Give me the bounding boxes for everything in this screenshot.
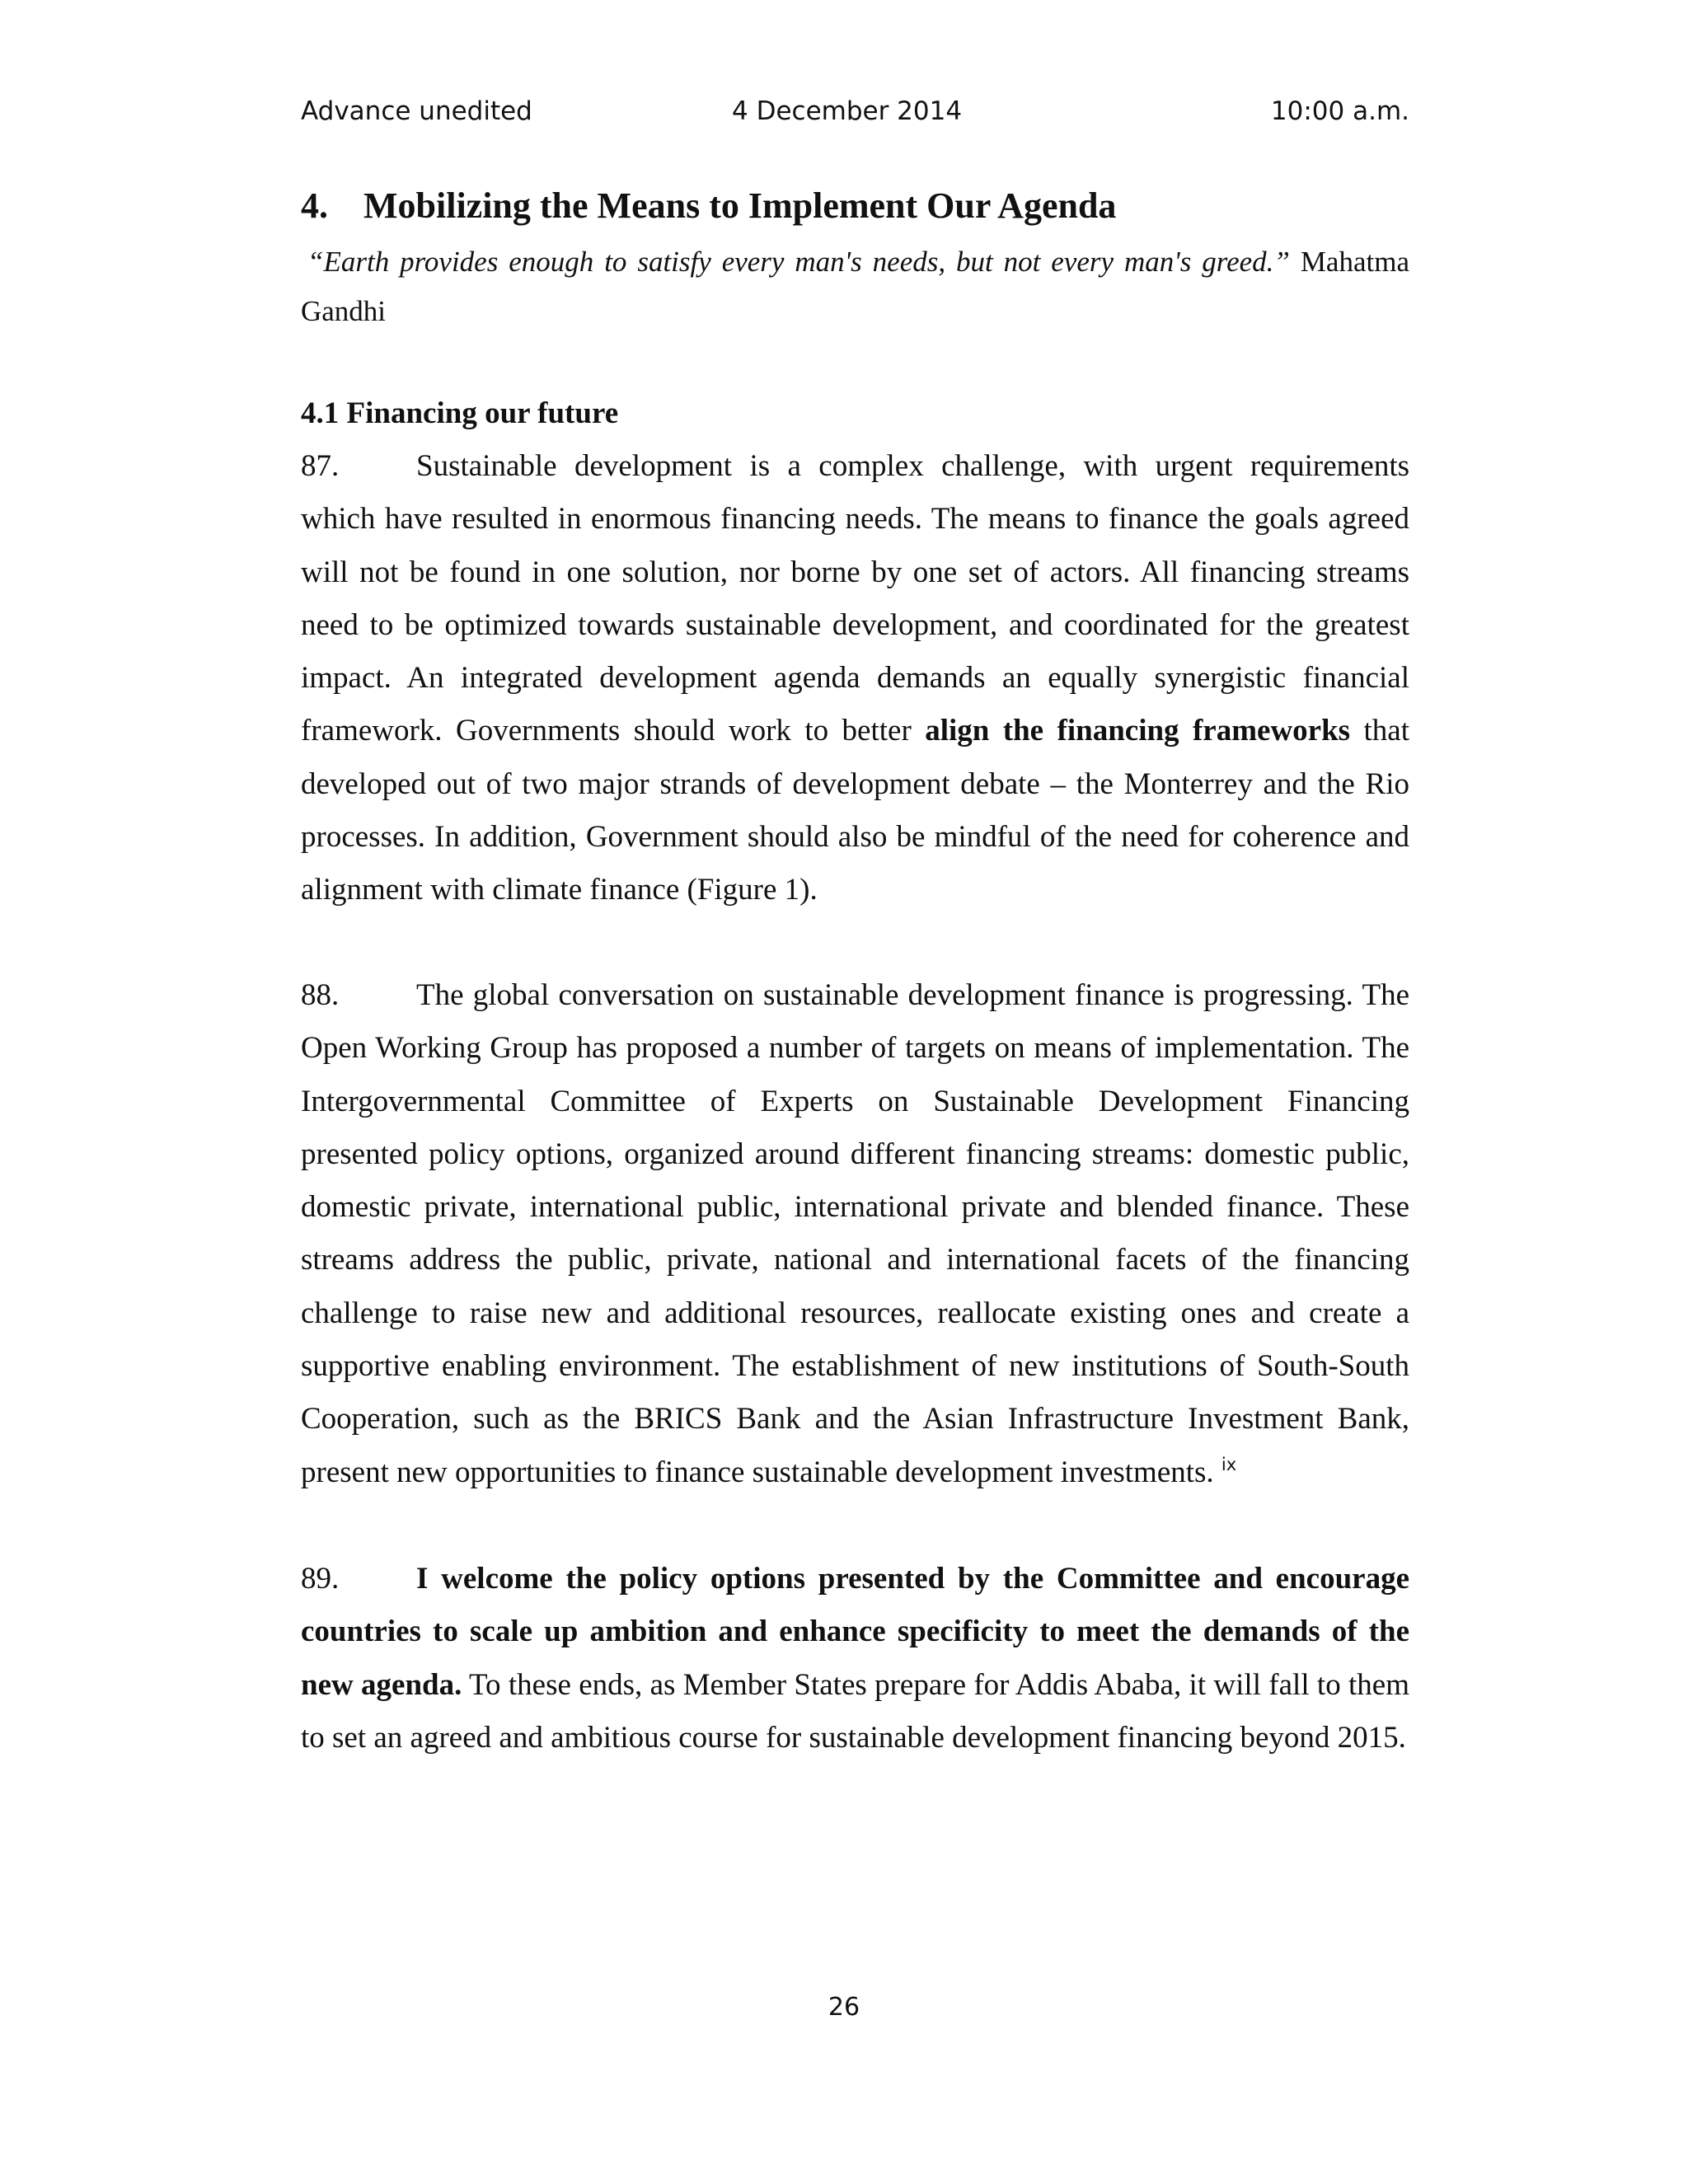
- paragraph-88: [301, 969, 1409, 1499]
- subsection-heading: 4.1 Financing our future: [301, 396, 619, 430]
- epigraph: [301, 237, 1409, 336]
- paragraph-text: The global conversation on sustainable development finance is progressing. The Open Working Group has proposed a number of targets on means of implementation. The Intergovernmental Committee of Experts on Sustainable Development Financing presented policy options, organized around different financing streams: domestic public, domestic private, international public, international private and blended finance. These streams address the public, private, national and international facets of the financing challenge to raise new and additional resources, reallocate existing ones and create a supportive enabling environment. The establishment of new institutions of South-South Cooperation, such as the BRICS Bank and the Asian Infrastructure Investment Bank, present new opportunities to finance sustainable development investments.: [301, 978, 1409, 1489]
- paragraph-89: [301, 1553, 1409, 1765]
- header-status: Advance unedited: [301, 96, 532, 126]
- paragraph-number: 89.: [301, 1562, 340, 1596]
- header-date: 4 December 2014: [732, 96, 963, 126]
- footnote-reference[interactable]: ix: [1221, 1454, 1237, 1474]
- page-header: [301, 92, 1409, 130]
- paragraph-text: Sustainable development is a complex challenge, with urgent requirements which have resulted in enormous financing needs. The means to finance the goals agreed will not be found in one solution, nor borne by one set of actors. All financing streams need to be optimized towards sustainable development, and coordinated for the greatest impact. An integrated development agenda demands an equally synergistic financial framework. Governments should work to better: [301, 449, 1409, 748]
- paragraph-87: [301, 440, 1409, 917]
- epigraph-quote: “Earth provides enough to satisfy every man's needs, but not every man's greed.”: [307, 246, 1290, 278]
- paragraph-emphasis: I welcome the policy options presented by the Committee and encourage countries to scale up ambition and enhance specificity to meet the demands of the new agenda.: [301, 1562, 1409, 1702]
- section-number: 4.: [301, 185, 328, 226]
- paragraph-text: that developed out of two major strands of development debate – the Monterrey and the Rio processes. In addition, Government should also be mindful of the need for coherence and alignment with climate finance (Figure 1).: [301, 714, 1410, 907]
- paragraph-number: 88.: [301, 978, 340, 1012]
- section-title: Mobilizing the Means to Implement Our Agenda: [363, 185, 1117, 226]
- paragraph-number: 87.: [301, 449, 340, 483]
- paragraph-emphasis: align the financing frameworks: [925, 714, 1351, 748]
- section-heading: [301, 183, 1409, 229]
- paragraph-text: To these ends, as Member States prepare for Addis Ababa, it will fall to them to set an agreed and ambitious course for sustainable development financing beyond 2015.: [301, 1667, 1409, 1755]
- page-number: 26: [828, 1993, 860, 2022]
- epigraph-attribution: Mahatma Gandhi: [301, 246, 1409, 327]
- header-time: 10:00 a.m.: [1270, 96, 1409, 126]
